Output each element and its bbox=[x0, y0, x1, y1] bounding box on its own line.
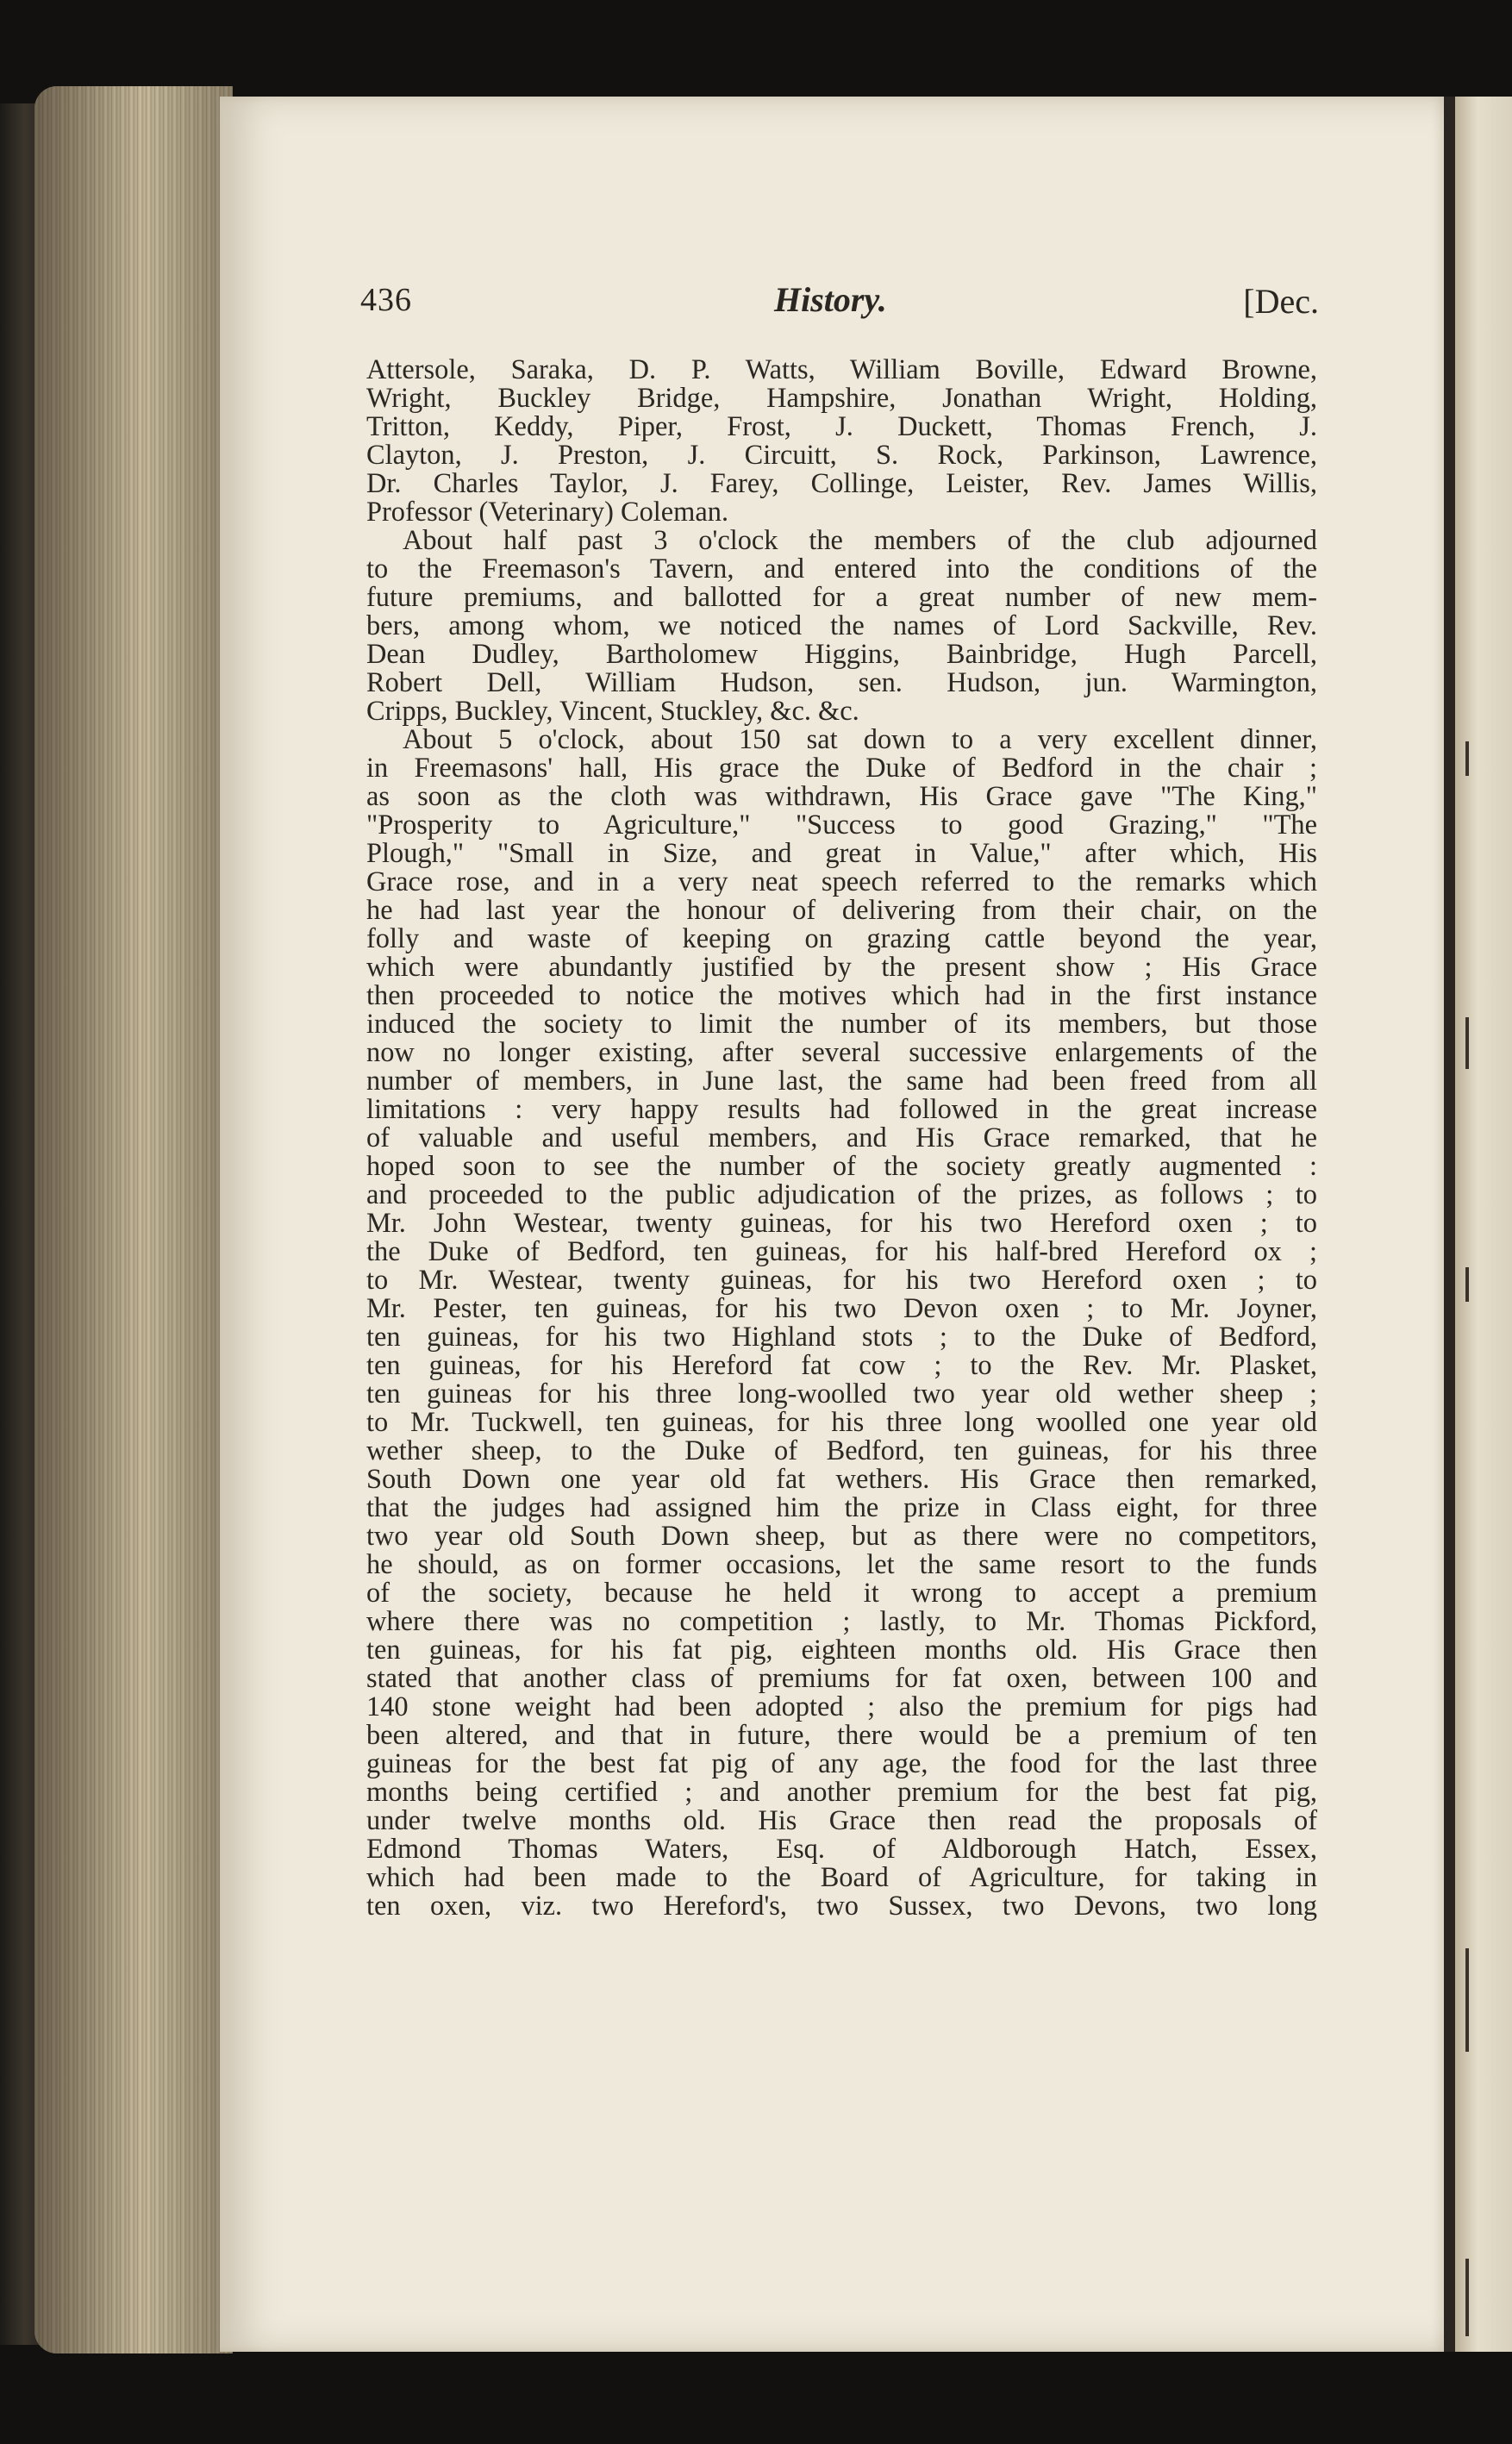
facing-page-mark bbox=[1465, 741, 1469, 776]
text-line: ten guineas, for his fat pig, eighteen months old. His Grace then bbox=[366, 1635, 1317, 1666]
text-line: that the judges had assigned him the prize in Class eight, for three bbox=[366, 1492, 1317, 1523]
text-line: Robert Dell, William Hudson, sen. Hudson, jun. Warmington, bbox=[366, 667, 1317, 698]
facing-page-mark bbox=[1465, 2259, 1469, 2336]
text-line: induced the society to limit the number of its members, but those bbox=[366, 1009, 1317, 1040]
text-line: then proceeded to notice the motives which had in the first instance bbox=[366, 980, 1317, 1011]
text-line: the Duke of Bedford, ten guineas, for his half-bred Hereford ox ; bbox=[366, 1236, 1317, 1267]
text-line: to Mr. Westear, twenty guineas, for his two Hereford oxen ; to bbox=[366, 1265, 1317, 1296]
text-line: folly and waste of keeping on grazing cattle beyond the year, bbox=[366, 923, 1317, 954]
text-line: of the society, because he held it wrong to accept a premium bbox=[366, 1578, 1317, 1609]
text-line: been altered, and that in future, there would be a premium of ten bbox=[366, 1720, 1317, 1751]
text-line: Cripps, Buckley, Vincent, Stuckley, &c. &c. bbox=[366, 696, 859, 727]
text-line: ten oxen, viz. two Hereford's, two Sussex, two Devons, two long bbox=[366, 1891, 1317, 1922]
text-line: Grace rose, and in a very neat speech referred to the remarks which bbox=[366, 866, 1317, 897]
section-mark: [Dec. bbox=[1243, 282, 1319, 321]
text-line: guineas for the best fat pig of any age, the food for the last three bbox=[366, 1748, 1317, 1779]
running-title: History. bbox=[774, 280, 887, 319]
page-header bbox=[360, 281, 1319, 333]
text-line: ten guineas, for his Hereford fat cow ; to the Rev. Mr. Plasket, bbox=[366, 1350, 1317, 1381]
text-line: which had been made to the Board of Agriculture, for taking in bbox=[366, 1862, 1317, 1893]
text-line: Dr. Charles Taylor, J. Farey, Collinge, Leister, Rev. James Willis, bbox=[366, 468, 1317, 499]
facing-page-mark bbox=[1465, 1017, 1469, 1069]
text-line: bers, among whom, we noticed the names of Lord Sackville, Rev. bbox=[366, 610, 1317, 641]
text-line: wether sheep, to the Duke of Bedford, ten guineas, for his three bbox=[366, 1435, 1317, 1466]
text-line: two year old South Down sheep, but as there were no competitors, bbox=[366, 1521, 1317, 1552]
text-line: Professor (Veterinary) Coleman. bbox=[366, 497, 729, 528]
text-line: stated that another class of premiums for fat oxen, between 100 and bbox=[366, 1663, 1317, 1694]
text-line: Wright, Buckley Bridge, Hampshire, Jonathan Wright, Holding, bbox=[366, 383, 1317, 414]
text-line: number of members, in June last, the same had been freed from all bbox=[366, 1066, 1317, 1097]
text-line: to Mr. Tuckwell, ten guineas, for his three long woolled one year old bbox=[366, 1407, 1317, 1438]
text-line: Plough," "Small in Size, and great in Value," after which, His bbox=[366, 838, 1317, 869]
page-gutter bbox=[1444, 97, 1455, 2352]
text-line: he had last year the honour of delivering from their chair, on the bbox=[366, 895, 1317, 926]
text-line: Tritton, Keddy, Piper, Frost, J. Duckett, Thomas French, J. bbox=[366, 411, 1317, 442]
text-line: "Prosperity to Agriculture," "Success to good Grazing," "The bbox=[366, 809, 1317, 841]
text-line: South Down one year old fat wethers. His Grace then remarked, bbox=[366, 1464, 1317, 1495]
text-line: now no longer existing, after several successive enlargements of the bbox=[366, 1037, 1317, 1068]
text-line: as soon as the cloth was withdrawn, His Grace gave "The King," bbox=[366, 781, 1317, 812]
facing-page-mark bbox=[1465, 1948, 1469, 2052]
text-line: of valuable and useful members, and His Grace remarked, that he bbox=[366, 1122, 1317, 1153]
text-line: Mr. Pester, ten guineas, for his two Devon oxen ; to Mr. Joyner, bbox=[366, 1293, 1317, 1324]
text-line: to the Freemason's Tavern, and entered into the conditions of the bbox=[366, 553, 1317, 584]
text-line: 140 stone weight had been adopted ; also the premium for pigs had bbox=[366, 1691, 1317, 1722]
text-line: Attersole, Saraka, D. P. Watts, William Boville, Edward Browne, bbox=[366, 354, 1317, 385]
page-edges-shade bbox=[34, 86, 233, 2353]
text-line: Mr. John Westear, twenty guineas, for his two Hereford oxen ; to bbox=[366, 1208, 1317, 1239]
body-text bbox=[366, 356, 1317, 1921]
text-line: ten guineas, for his two Highland stots ; to the Duke of Bedford, bbox=[366, 1322, 1317, 1353]
text-line: ten guineas for his three long-woolled two year old wether sheep ; bbox=[366, 1378, 1317, 1410]
page-number: 436 bbox=[360, 282, 412, 318]
facing-page-mark bbox=[1465, 1267, 1469, 1302]
text-line: and proceeded to the public adjudication of the prizes, as follows ; to bbox=[366, 1179, 1317, 1210]
text-line: Dean Dudley, Bartholomew Higgins, Bainbridge, Hugh Parcell, bbox=[366, 639, 1317, 670]
text-line: Clayton, J. Preston, J. Circuitt, S. Rock, Parkinson, Lawrence, bbox=[366, 440, 1317, 471]
text-line: future premiums, and ballotted for a great number of new mem- bbox=[366, 582, 1317, 613]
facing-page-edge bbox=[1455, 97, 1512, 2352]
text-line: in Freemasons' hall, His grace the Duke of Bedford in the chair ; bbox=[366, 753, 1317, 784]
text-line: which were abundantly justified by the present show ; His Grace bbox=[366, 952, 1317, 983]
text-line: About half past 3 o'clock the members of the club adjourned bbox=[403, 525, 1317, 556]
text-line: Edmond Thomas Waters, Esq. of Aldborough Hatch, Essex, bbox=[366, 1834, 1317, 1865]
text-line: under twelve months old. His Grace then read the proposals of bbox=[366, 1805, 1317, 1836]
text-line: where there was no competition ; lastly, to Mr. Thomas Pickford, bbox=[366, 1606, 1317, 1637]
text-line: hoped soon to see the number of the society greatly augmented : bbox=[366, 1151, 1317, 1182]
text-line: months being certified ; and another premium for the best fat pig, bbox=[366, 1777, 1317, 1808]
text-line: limitations : very happy results had followed in the great increase bbox=[366, 1094, 1317, 1125]
text-line: he should, as on former occasions, let the same resort to the funds bbox=[366, 1549, 1317, 1580]
text-line: About 5 o'clock, about 150 sat down to a very excellent dinner, bbox=[403, 724, 1317, 755]
